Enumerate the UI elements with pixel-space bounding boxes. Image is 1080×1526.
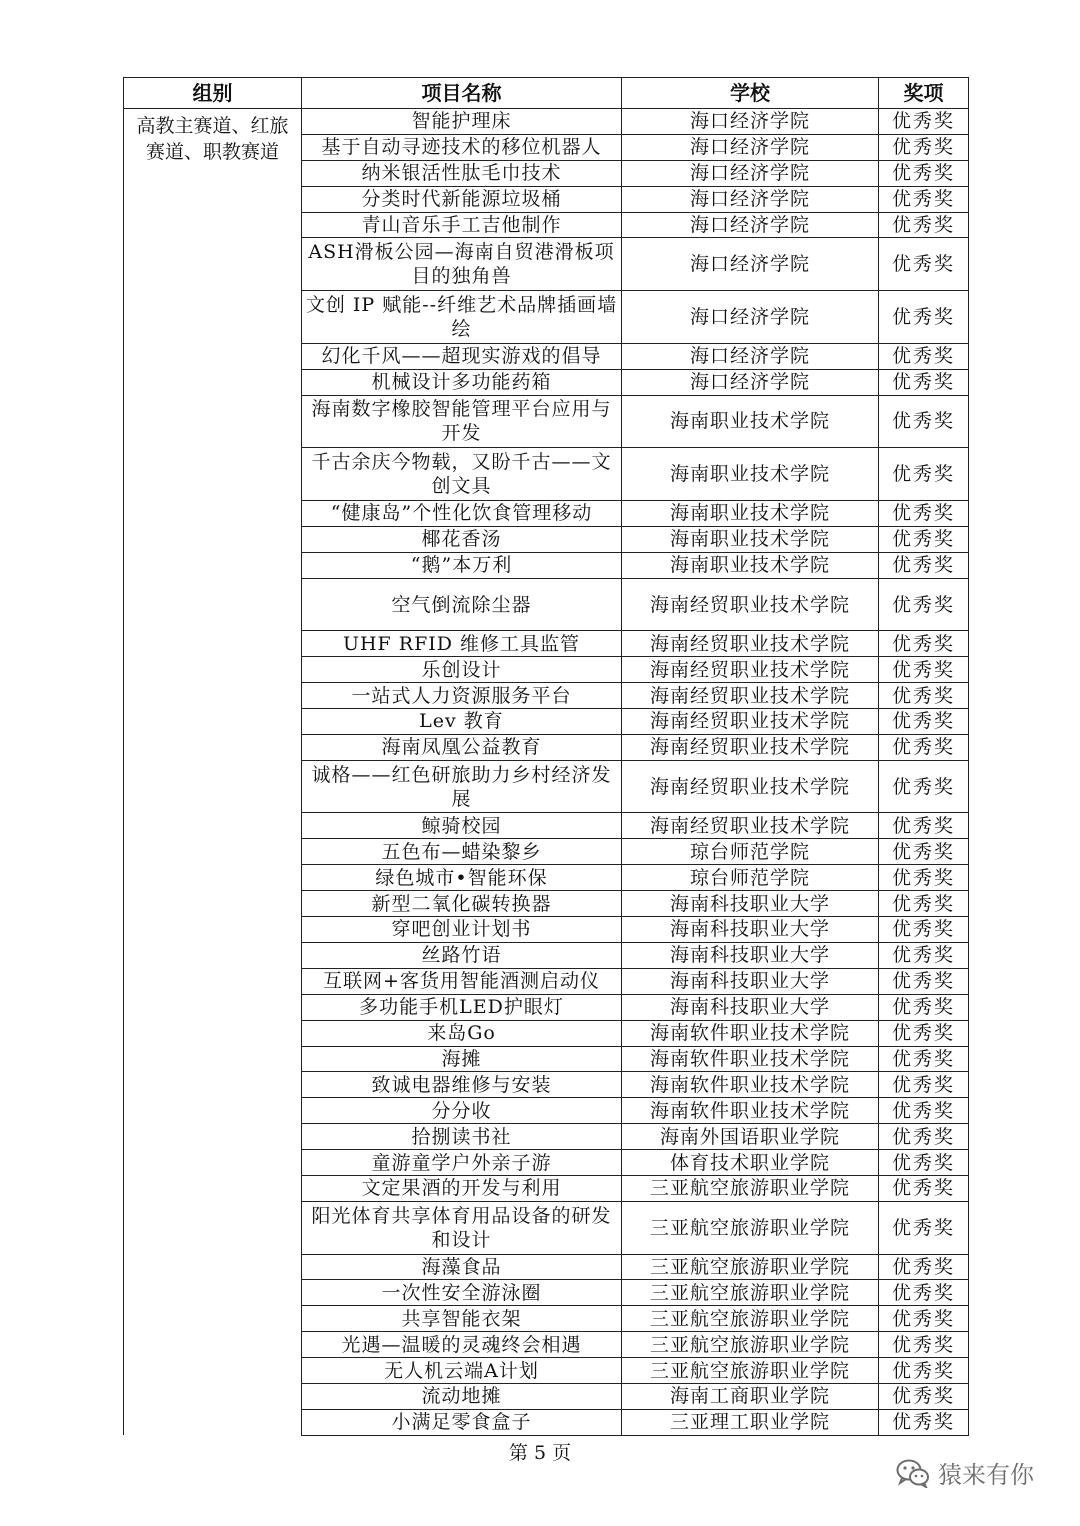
school-cell: 海南工商职业学院 bbox=[622, 1383, 879, 1409]
school-cell: 海南职业技术学院 bbox=[622, 552, 879, 578]
school-cell: 三亚理工职业学院 bbox=[622, 1409, 879, 1435]
award-cell: 优秀奖 bbox=[879, 1072, 969, 1098]
project-name-cell: 来岛Go bbox=[302, 1020, 622, 1046]
school-cell: 体育技术职业学院 bbox=[622, 1150, 879, 1176]
page-number: 第 5 页 bbox=[508, 1442, 572, 1464]
school-cell: 海南软件职业技术学院 bbox=[622, 1098, 879, 1124]
project-name-cell: 海南凤凰公益教育 bbox=[302, 734, 622, 760]
project-name-cell: 阳光体育共享体育用品设备的研发和设计 bbox=[302, 1201, 622, 1254]
school-cell: 三亚航空旅游职业学院 bbox=[622, 1306, 879, 1332]
award-cell: 优秀奖 bbox=[879, 683, 969, 709]
project-name-cell: 分类时代新能源垃圾桶 bbox=[302, 186, 622, 212]
project-name-cell: “鹅”本万利 bbox=[302, 552, 622, 578]
award-cell: 优秀奖 bbox=[879, 369, 969, 395]
project-name-cell: 拾捌读书社 bbox=[302, 1124, 622, 1150]
project-name-cell: 文创 IP 赋能--纤维艺术品牌插画墙绘 bbox=[302, 291, 622, 344]
award-cell: 优秀奖 bbox=[879, 238, 969, 291]
watermark-text: 猿来有你 bbox=[938, 1461, 1034, 1489]
project-name-cell: 小满足零食盒子 bbox=[302, 1409, 622, 1435]
award-cell: 优秀奖 bbox=[879, 1254, 969, 1280]
award-cell: 优秀奖 bbox=[879, 709, 969, 735]
project-name-cell: 海藻食品 bbox=[302, 1254, 622, 1280]
school-cell: 海口经济学院 bbox=[622, 160, 879, 186]
school-cell: 三亚航空旅游职业学院 bbox=[622, 1280, 879, 1306]
school-cell: 海口经济学院 bbox=[622, 109, 879, 135]
award-cell: 优秀奖 bbox=[879, 839, 969, 865]
award-cell: 优秀奖 bbox=[879, 1046, 969, 1072]
header-project-name: 项目名称 bbox=[302, 78, 622, 109]
school-cell: 海南软件职业技术学院 bbox=[622, 1046, 879, 1072]
award-cell: 优秀奖 bbox=[879, 1306, 969, 1332]
school-cell: 海南经贸职业技术学院 bbox=[622, 631, 879, 657]
school-cell: 海口经济学院 bbox=[622, 186, 879, 212]
wechat-icon bbox=[896, 1458, 930, 1488]
school-cell: 海南经贸职业技术学院 bbox=[622, 683, 879, 709]
project-name-cell: 多功能手机LED护眼灯 bbox=[302, 994, 622, 1020]
school-cell: 海南职业技术学院 bbox=[622, 395, 879, 448]
project-name-cell: 流动地摊 bbox=[302, 1383, 622, 1409]
project-name-cell: 幻化千风——超现实游戏的倡导 bbox=[302, 343, 622, 369]
award-cell: 优秀奖 bbox=[879, 1098, 969, 1124]
project-name-cell: 机械设计多功能药箱 bbox=[302, 369, 622, 395]
award-cell: 优秀奖 bbox=[879, 813, 969, 839]
project-name-cell: Lev 教育 bbox=[302, 709, 622, 735]
project-name-cell: 共享智能衣架 bbox=[302, 1306, 622, 1332]
award-cell: 优秀奖 bbox=[879, 448, 969, 501]
award-cell: 优秀奖 bbox=[879, 760, 969, 813]
project-name-cell: 空气倒流除尘器 bbox=[302, 578, 622, 631]
project-name-cell: 智能护理床 bbox=[302, 109, 622, 135]
award-cell: 优秀奖 bbox=[879, 186, 969, 212]
project-name-cell: 光遇—温暖的灵魂终会相遇 bbox=[302, 1332, 622, 1358]
award-cell: 优秀奖 bbox=[879, 500, 969, 526]
award-cell: 优秀奖 bbox=[879, 134, 969, 160]
award-cell: 优秀奖 bbox=[879, 891, 969, 917]
award-cell: 优秀奖 bbox=[879, 1201, 969, 1254]
award-cell: 优秀奖 bbox=[879, 552, 969, 578]
project-name-cell: 海南数字橡胶智能管理平台应用与开发 bbox=[302, 395, 622, 448]
school-cell: 海南科技职业大学 bbox=[622, 942, 879, 968]
award-cell: 优秀奖 bbox=[879, 1020, 969, 1046]
award-cell: 优秀奖 bbox=[879, 395, 969, 448]
award-cell: 优秀奖 bbox=[879, 1175, 969, 1201]
school-cell: 海口经济学院 bbox=[622, 238, 879, 291]
project-name-cell: ASH滑板公园—海南自贸港滑板项目的独角兽 bbox=[302, 238, 622, 291]
header-group: 组别 bbox=[124, 78, 302, 109]
project-name-cell: 一次性安全游泳圈 bbox=[302, 1280, 622, 1306]
project-name-cell: 童游童学户外亲子游 bbox=[302, 1150, 622, 1176]
awards-table bbox=[123, 77, 969, 1436]
watermark bbox=[896, 1455, 1034, 1490]
project-name-cell: 乐创设计 bbox=[302, 657, 622, 683]
award-cell: 优秀奖 bbox=[879, 160, 969, 186]
group-cell: 高教主赛道、红旅赛道、职教赛道 bbox=[124, 109, 302, 1436]
school-cell: 海南软件职业技术学院 bbox=[622, 1072, 879, 1098]
school-cell: 海口经济学院 bbox=[622, 343, 879, 369]
header-row bbox=[124, 78, 969, 109]
award-cell: 优秀奖 bbox=[879, 343, 969, 369]
project-name-cell: 一站式人力资源服务平台 bbox=[302, 683, 622, 709]
award-cell: 优秀奖 bbox=[879, 109, 969, 135]
award-cell: 优秀奖 bbox=[879, 578, 969, 631]
school-cell: 海南科技职业大学 bbox=[622, 917, 879, 943]
project-name-cell: 青山音乐手工吉他制作 bbox=[302, 212, 622, 238]
school-cell: 三亚航空旅游职业学院 bbox=[622, 1358, 879, 1384]
header-school: 学校 bbox=[622, 78, 879, 109]
project-name-cell: 穿吧创业计划书 bbox=[302, 917, 622, 943]
award-cell: 优秀奖 bbox=[879, 212, 969, 238]
award-cell: 优秀奖 bbox=[879, 865, 969, 891]
school-cell: 海南经贸职业技术学院 bbox=[622, 734, 879, 760]
project-name-cell: 丝路竹语 bbox=[302, 942, 622, 968]
award-cell: 优秀奖 bbox=[879, 1332, 969, 1358]
award-cell: 优秀奖 bbox=[879, 994, 969, 1020]
award-cell: 优秀奖 bbox=[879, 1383, 969, 1409]
project-name-cell: 绿色城市•智能环保 bbox=[302, 865, 622, 891]
project-name-cell: 基于自动寻迹技术的移位机器人 bbox=[302, 134, 622, 160]
school-cell: 海南经贸职业技术学院 bbox=[622, 657, 879, 683]
award-cell: 优秀奖 bbox=[879, 1150, 969, 1176]
award-cell: 优秀奖 bbox=[879, 917, 969, 943]
school-cell: 海口经济学院 bbox=[622, 369, 879, 395]
award-cell: 优秀奖 bbox=[879, 734, 969, 760]
school-cell: 琼台师范学院 bbox=[622, 839, 879, 865]
school-cell: 海口经济学院 bbox=[622, 291, 879, 344]
table-row bbox=[124, 109, 969, 135]
school-cell: 琼台师范学院 bbox=[622, 865, 879, 891]
award-cell: 优秀奖 bbox=[879, 291, 969, 344]
award-cell: 优秀奖 bbox=[879, 942, 969, 968]
school-cell: 海南经贸职业技术学院 bbox=[622, 709, 879, 735]
project-name-cell: 无人机云端A计划 bbox=[302, 1358, 622, 1384]
school-cell: 三亚航空旅游职业学院 bbox=[622, 1332, 879, 1358]
school-cell: 海南科技职业大学 bbox=[622, 891, 879, 917]
school-cell: 海南科技职业大学 bbox=[622, 968, 879, 994]
project-name-cell: 诚格——红色研旅助力乡村经济发展 bbox=[302, 760, 622, 813]
project-name-cell: 千古余庆今物载，又盼千古——文创文具 bbox=[302, 448, 622, 501]
project-name-cell: UHF RFID 维修工具监管 bbox=[302, 631, 622, 657]
school-cell: 海口经济学院 bbox=[622, 134, 879, 160]
school-cell: 海南经贸职业技术学院 bbox=[622, 578, 879, 631]
school-cell: 海南职业技术学院 bbox=[622, 448, 879, 501]
project-name-cell: 文定果酒的开发与利用 bbox=[302, 1175, 622, 1201]
project-name-cell: “健康岛”个性化饮食管理移动 bbox=[302, 500, 622, 526]
award-cell: 优秀奖 bbox=[879, 1409, 969, 1435]
school-cell: 海南职业技术学院 bbox=[622, 500, 879, 526]
award-cell: 优秀奖 bbox=[879, 1358, 969, 1384]
project-name-cell: 致诚电器维修与安装 bbox=[302, 1072, 622, 1098]
school-cell: 三亚航空旅游职业学院 bbox=[622, 1254, 879, 1280]
award-cell: 优秀奖 bbox=[879, 657, 969, 683]
award-cell: 优秀奖 bbox=[879, 1124, 969, 1150]
school-cell: 海南软件职业技术学院 bbox=[622, 1020, 879, 1046]
school-cell: 海南外国语职业学院 bbox=[622, 1124, 879, 1150]
school-cell: 海南职业技术学院 bbox=[622, 526, 879, 552]
project-name-cell: 纳米银活性肽毛巾技术 bbox=[302, 160, 622, 186]
project-name-cell: 分分收 bbox=[302, 1098, 622, 1124]
project-name-cell: 互联网+客货用智能酒测启动仪 bbox=[302, 968, 622, 994]
school-cell: 海南科技职业大学 bbox=[622, 994, 879, 1020]
project-name-cell: 鲸骑校园 bbox=[302, 813, 622, 839]
school-cell: 海南经贸职业技术学院 bbox=[622, 760, 879, 813]
school-cell: 海口经济学院 bbox=[622, 212, 879, 238]
project-name-cell: 五色布—蜡染黎乡 bbox=[302, 839, 622, 865]
project-name-cell: 新型二氧化碳转换器 bbox=[302, 891, 622, 917]
award-cell: 优秀奖 bbox=[879, 526, 969, 552]
school-cell: 三亚航空旅游职业学院 bbox=[622, 1201, 879, 1254]
project-name-cell: 椰花香汤 bbox=[302, 526, 622, 552]
school-cell: 三亚航空旅游职业学院 bbox=[622, 1175, 879, 1201]
header-award: 奖项 bbox=[879, 78, 969, 109]
award-cell: 优秀奖 bbox=[879, 631, 969, 657]
school-cell: 海南经贸职业技术学院 bbox=[622, 813, 879, 839]
project-name-cell: 海摊 bbox=[302, 1046, 622, 1072]
award-cell: 优秀奖 bbox=[879, 1280, 969, 1306]
award-cell: 优秀奖 bbox=[879, 968, 969, 994]
